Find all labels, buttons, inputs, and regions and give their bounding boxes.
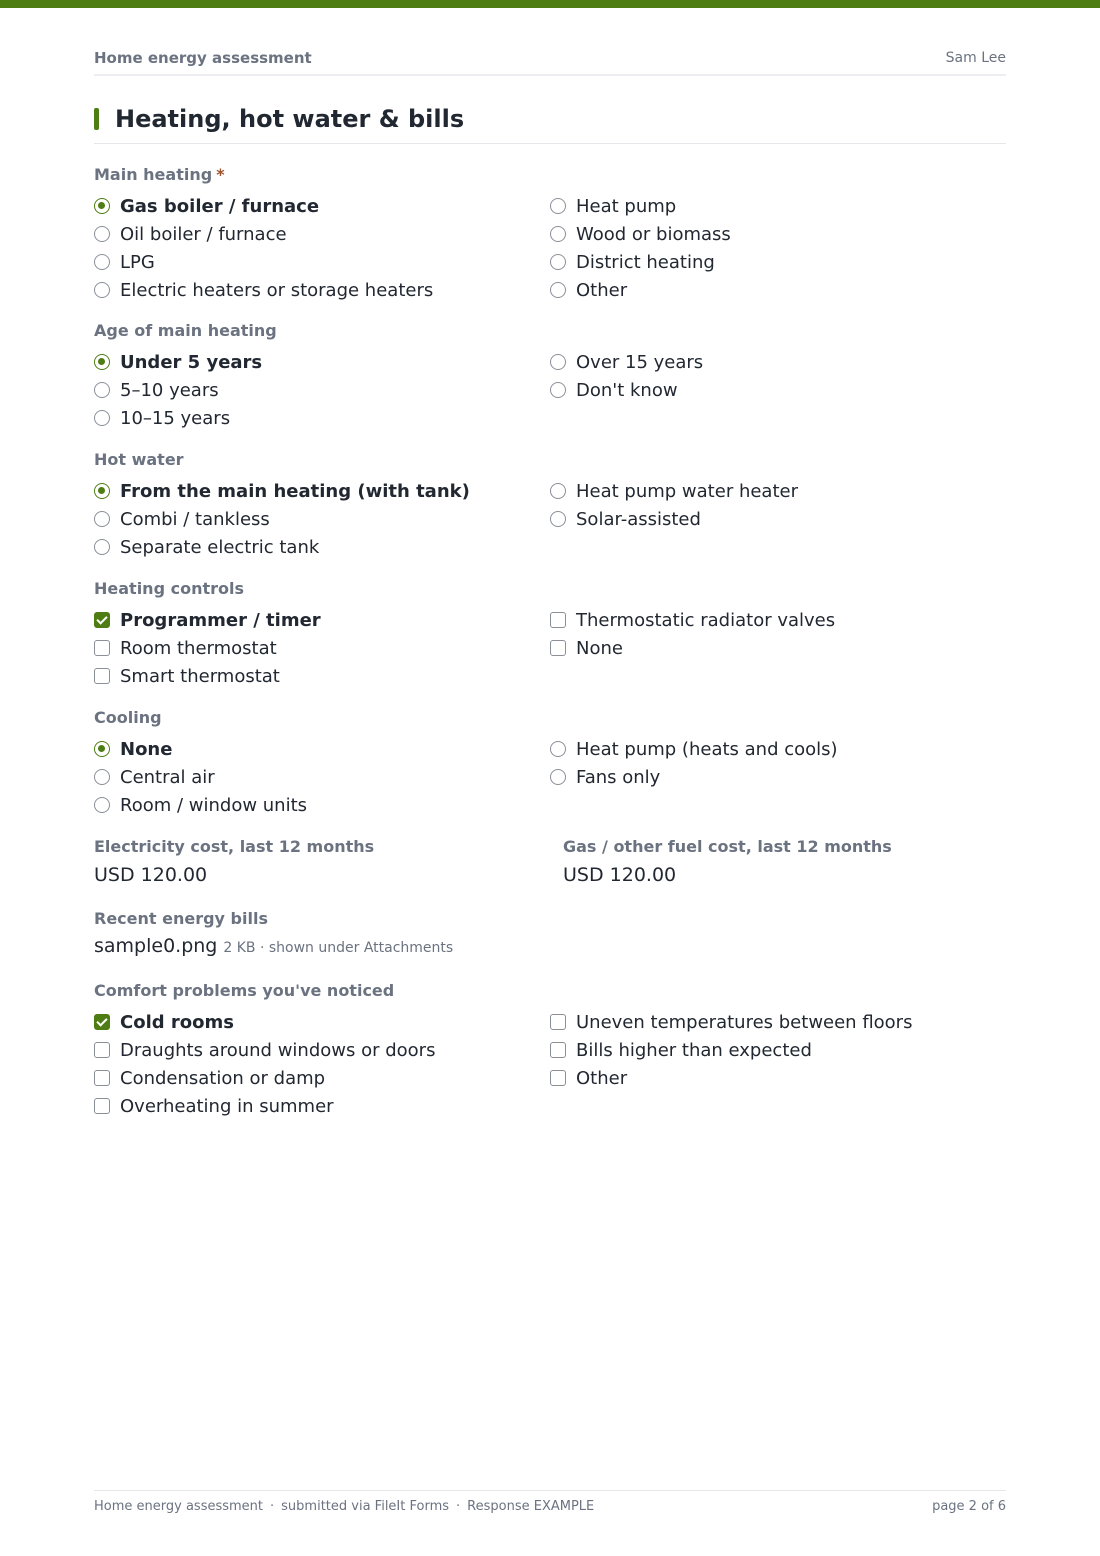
checkbox[interactable] <box>550 1014 566 1030</box>
option-label: Overheating in summer <box>120 1095 334 1117</box>
option-label: Electric heaters or storage heaters <box>120 279 434 301</box>
checkbox[interactable] <box>550 1070 566 1086</box>
checkbox[interactable] <box>94 668 110 684</box>
main-heating-option[interactable] <box>94 276 544 304</box>
required-mark: * <box>216 165 225 184</box>
radio-button[interactable] <box>550 282 566 298</box>
footer-response: Response EXAMPLE <box>467 1499 595 1514</box>
radio-button[interactable] <box>550 741 566 757</box>
main-heating-field <box>94 165 1006 304</box>
radio-button[interactable] <box>550 226 566 242</box>
heating-age-option[interactable] <box>550 376 1000 404</box>
attachment-file-name[interactable]: sample0.png <box>94 935 218 957</box>
hot-water-field <box>94 450 1006 561</box>
radio-button[interactable] <box>550 511 566 527</box>
section-heading <box>94 104 1006 144</box>
section-accent-bar <box>94 108 99 130</box>
checkbox[interactable] <box>550 640 566 656</box>
option-label: Smart thermostat <box>120 665 280 687</box>
energy-bills-field <box>94 909 1006 957</box>
electricity-cost <box>94 837 554 887</box>
hot-water-option[interactable] <box>94 505 544 533</box>
heating-age-option[interactable] <box>94 348 544 376</box>
cooling-label: Cooling <box>94 708 162 727</box>
radio-button[interactable] <box>94 741 110 757</box>
option-label: Gas boiler / furnace <box>120 195 320 217</box>
comfort-option[interactable] <box>94 1064 544 1092</box>
heating-controls-option[interactable] <box>94 662 544 690</box>
option-label: Fans only <box>576 766 661 788</box>
option-label: Programmer / timer <box>120 609 321 631</box>
radio-button[interactable] <box>550 483 566 499</box>
radio-button[interactable] <box>94 483 110 499</box>
radio-button[interactable] <box>94 198 110 214</box>
heating-controls-option[interactable] <box>550 606 1000 634</box>
hot-water-option[interactable] <box>550 505 1000 533</box>
comfort-option[interactable] <box>550 1064 1000 1092</box>
hot-water-label: Hot water <box>94 450 184 469</box>
radio-button[interactable] <box>94 769 110 785</box>
radio-button[interactable] <box>550 254 566 270</box>
heating-age-option[interactable] <box>550 348 1000 376</box>
main-heating-option[interactable] <box>550 276 1000 304</box>
option-label: Heat pump (heats and cools) <box>576 738 838 760</box>
gas-cost <box>563 837 1003 887</box>
comfort-problems-label: Comfort problems you've noticed <box>94 981 395 1000</box>
checkbox[interactable] <box>550 612 566 628</box>
radio-button[interactable] <box>94 382 110 398</box>
radio-button[interactable] <box>94 511 110 527</box>
heating-controls-option[interactable] <box>94 606 544 634</box>
main-heating-option[interactable] <box>94 192 544 220</box>
page-footer <box>94 1490 1006 1520</box>
option-label: 5–10 years <box>120 379 219 401</box>
option-label: 10–15 years <box>120 407 231 429</box>
option-label: LPG <box>120 251 155 273</box>
respondent-name: Sam Lee <box>945 50 1006 66</box>
gas-cost-label: Gas / other fuel cost, last 12 months <box>563 837 892 856</box>
heating-controls-label: Heating controls <box>94 579 244 598</box>
radio-button[interactable] <box>94 354 110 370</box>
option-label: Over 15 years <box>576 351 704 373</box>
radio-button[interactable] <box>94 797 110 813</box>
checkbox[interactable] <box>94 1070 110 1086</box>
option-label: Room / window units <box>120 794 308 816</box>
option-label: From the main heating (with tank) <box>120 480 470 502</box>
main-heating-option[interactable] <box>94 248 544 276</box>
cooling-option[interactable] <box>550 763 1000 791</box>
option-label: Separate electric tank <box>120 536 320 558</box>
comfort-option[interactable] <box>94 1036 544 1064</box>
footer-separator: · <box>270 1499 275 1514</box>
comfort-option[interactable] <box>550 1008 1000 1036</box>
page-header <box>94 48 1006 76</box>
costs-field <box>94 837 1006 893</box>
top-accent-bar <box>0 0 1100 8</box>
option-label: District heating <box>576 251 715 273</box>
option-label: Thermostatic radiator valves <box>576 609 836 631</box>
option-label: Heat pump <box>576 195 677 217</box>
heating-age-option[interactable] <box>94 376 544 404</box>
option-label: Heat pump water heater <box>576 480 798 502</box>
option-label: Solar-assisted <box>576 508 701 530</box>
option-label: Cold rooms <box>120 1011 234 1033</box>
option-label: Oil boiler / furnace <box>120 223 287 245</box>
gas-cost-value: USD 120.00 <box>563 864 677 886</box>
hot-water-option[interactable] <box>94 477 544 505</box>
radio-button[interactable] <box>94 226 110 242</box>
form-name: Home energy assessment <box>94 49 312 67</box>
main-heating-option[interactable] <box>550 248 1000 276</box>
cooling-option[interactable] <box>94 791 544 819</box>
hot-water-option[interactable] <box>94 533 544 561</box>
radio-button[interactable] <box>94 254 110 270</box>
main-heating-option[interactable] <box>550 192 1000 220</box>
heating-age-label: Age of main heating <box>94 321 277 340</box>
hot-water-option[interactable] <box>550 477 1000 505</box>
electricity-cost-label: Electricity cost, last 12 months <box>94 837 375 856</box>
radio-button[interactable] <box>550 769 566 785</box>
cooling-option[interactable] <box>94 763 544 791</box>
option-label: Other <box>576 279 628 301</box>
option-label: Don't know <box>576 379 678 401</box>
checkbox[interactable] <box>94 1042 110 1058</box>
checkbox[interactable] <box>94 1098 110 1114</box>
option-label: Draughts around windows or doors <box>120 1039 436 1061</box>
radio-button[interactable] <box>94 282 110 298</box>
heating-controls-option[interactable] <box>550 634 1000 662</box>
electricity-cost-value: USD 120.00 <box>94 864 208 886</box>
comfort-option[interactable] <box>550 1036 1000 1064</box>
option-label: Bills higher than expected <box>576 1039 812 1061</box>
option-label: None <box>576 637 623 659</box>
option-label: Condensation or damp <box>120 1067 326 1089</box>
option-label: Uneven temperatures between floors <box>576 1011 913 1033</box>
main-heating-option[interactable] <box>550 220 1000 248</box>
option-label: None <box>120 738 173 760</box>
page-number: page 2 of 6 <box>932 1499 1006 1514</box>
checkbox[interactable] <box>94 1014 110 1030</box>
footer-submitted: submitted via FileIt Forms <box>281 1499 450 1514</box>
radio-button[interactable] <box>550 382 566 398</box>
main-heating-option[interactable] <box>94 220 544 248</box>
radio-button[interactable] <box>550 198 566 214</box>
comfort-option[interactable] <box>94 1092 544 1120</box>
checkbox[interactable] <box>94 612 110 628</box>
footer-form-name: Home energy assessment <box>94 1499 264 1514</box>
heating-controls-option[interactable] <box>94 634 544 662</box>
heating-age-field <box>94 321 1006 432</box>
heating-controls-field <box>94 579 1006 690</box>
comfort-option[interactable] <box>94 1008 544 1036</box>
option-label: Other <box>576 1067 628 1089</box>
radio-button[interactable] <box>94 539 110 555</box>
option-label: Central air <box>120 766 215 788</box>
checkbox[interactable] <box>550 1042 566 1058</box>
cooling-field <box>94 708 1006 819</box>
option-label: Wood or biomass <box>576 223 731 245</box>
option-label: Room thermostat <box>120 637 277 659</box>
energy-bills-label: Recent energy bills <box>94 909 268 928</box>
attachment-file-meta: 2 KB · shown under Attachments <box>223 940 454 956</box>
option-label: Combi / tankless <box>120 508 270 530</box>
comfort-problems-field <box>94 981 1006 1120</box>
radio-button[interactable] <box>94 410 110 426</box>
main-heating-label: Main heating * <box>94 165 225 184</box>
cooling-option[interactable] <box>550 735 1000 763</box>
section-title: Heating, hot water & bills <box>115 105 465 133</box>
cooling-option[interactable] <box>94 735 544 763</box>
heating-age-option[interactable] <box>94 404 544 432</box>
checkbox[interactable] <box>94 640 110 656</box>
radio-button[interactable] <box>550 354 566 370</box>
option-label: Under 5 years <box>120 351 263 373</box>
footer-separator: · <box>456 1499 461 1514</box>
